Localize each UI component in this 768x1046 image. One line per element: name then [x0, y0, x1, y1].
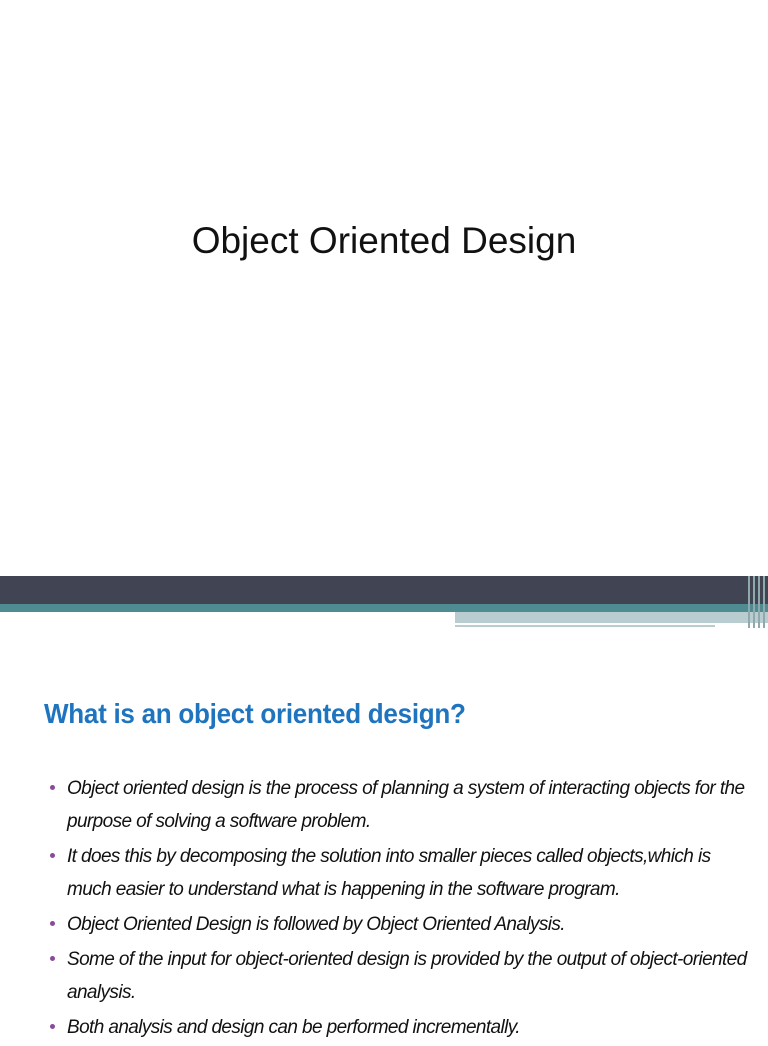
content-slide — [0, 576, 768, 1038]
bullet-text: Object oriented design is the process of planning a system of interacting objects for the purpose of solving a software problem. — [67, 778, 745, 832]
bullet-dot-icon — [50, 956, 55, 961]
slide-title: Object Oriented Design — [191, 220, 577, 261]
bullet-dot-icon — [50, 1024, 55, 1029]
bullet-item — [50, 840, 750, 906]
bullet-dot-icon — [50, 921, 55, 926]
bullet-item — [50, 1011, 750, 1044]
bullet-text: Some of the input for object-oriented design is provided by the output of object-oriented analysis. — [67, 949, 747, 1003]
bullet-text: It does this by decomposing the solution into smaller pieces called objects,which is much easier to understand what is happening in the software program. — [67, 846, 711, 900]
bullet-item — [50, 908, 750, 941]
header-band-light — [455, 612, 768, 623]
edge-stripe — [763, 576, 765, 628]
slide-heading: What is an object oriented design? — [44, 698, 466, 729]
bullet-text: Both analysis and design can be performed incrementally. — [67, 1017, 520, 1038]
header-band-teal — [0, 604, 768, 612]
bullet-item — [50, 772, 750, 838]
bullet-dot-icon — [50, 853, 55, 858]
bullet-dot-icon — [50, 785, 55, 790]
header-band-dark — [0, 576, 768, 604]
bullet-list — [50, 772, 750, 1046]
edge-stripe — [758, 576, 760, 628]
edge-stripe — [748, 576, 750, 628]
bullet-item — [50, 943, 750, 1009]
bullet-text: Object Oriented Design is followed by Object Oriented Analysis. — [67, 914, 565, 935]
edge-stripe — [753, 576, 755, 628]
header-band-thin — [455, 625, 715, 627]
